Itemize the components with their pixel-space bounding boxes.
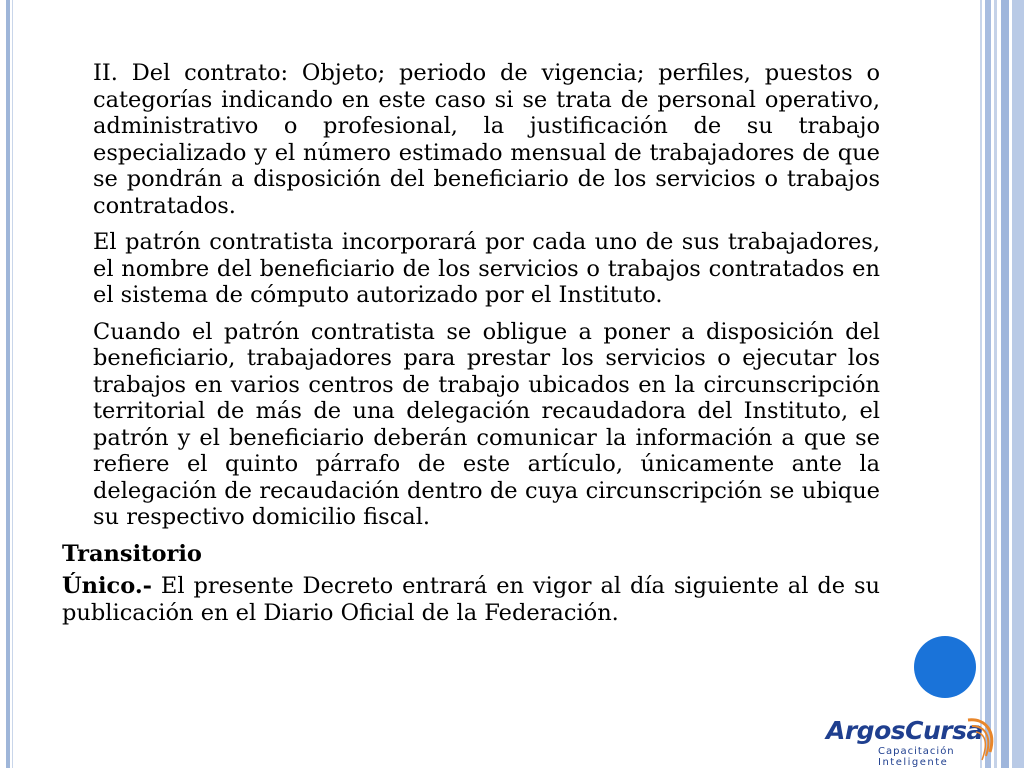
paragraph-contract: II. Del contrato: Objeto; periodo de vigencia; perfiles, puestos o categorías indicando en este caso si se trata de personal operativo, administrativo o profesional, la justificación de su trabajo especializado y el número estimado mensual de trabajadores de que se pondrán a disposición del beneficiario de los servicios o trabajos contratados.: [93, 60, 880, 219]
argoscursa-logo: [826, 712, 998, 768]
stripe: [1001, 0, 1009, 768]
stripe: [1012, 0, 1024, 768]
logo-name: ArgosCursa: [826, 716, 983, 745]
left-border-line: [6, 0, 10, 768]
unico-lead: Único.-: [62, 573, 153, 599]
stripe: [985, 0, 991, 768]
section-heading-transitorio: Transitorio: [62, 540, 202, 567]
right-decorative-stripes: [978, 0, 1024, 768]
unico-text: El presente Decreto entrará en vigor al día siguiente al de su publicación en el Diario Oficial de la Federación.: [62, 573, 880, 626]
slide-body: [62, 60, 880, 626]
stripe: [994, 0, 997, 768]
logo-tagline-1: Capacitación: [878, 746, 955, 757]
decorative-blue-circle: [914, 636, 976, 698]
stripe: [980, 0, 982, 768]
swoosh-icon: [966, 712, 998, 766]
paragraph-unico: [62, 573, 880, 626]
left-border-thin-line: [12, 0, 13, 768]
logo-tagline-2: Inteligente: [878, 757, 949, 768]
paragraph-contractor-registration: El patrón contratista incorporará por cada uno de sus trabajadores, el nombre del beneficiario de los servicios o trabajos contratados en el sistema de cómputo autorizado por el Instituto.: [93, 229, 880, 308]
paragraph-work-centers: Cuando el patrón contratista se obligue a poner a disposición del beneficiario, trabajadores para prestar los servicios o ejecutar los trabajos en varios centros de trabajo ubicados en la circunscripción territorial de más de una delegación recaudadora del Instituto, el patrón y el beneficiario deberán comunicar la información a que se refiere el quinto párrafo de este artículo, únicamente ante la delegación de recaudación dentro de cuya circunscripción se ubique su respectivo domicilio fiscal.: [93, 318, 880, 530]
